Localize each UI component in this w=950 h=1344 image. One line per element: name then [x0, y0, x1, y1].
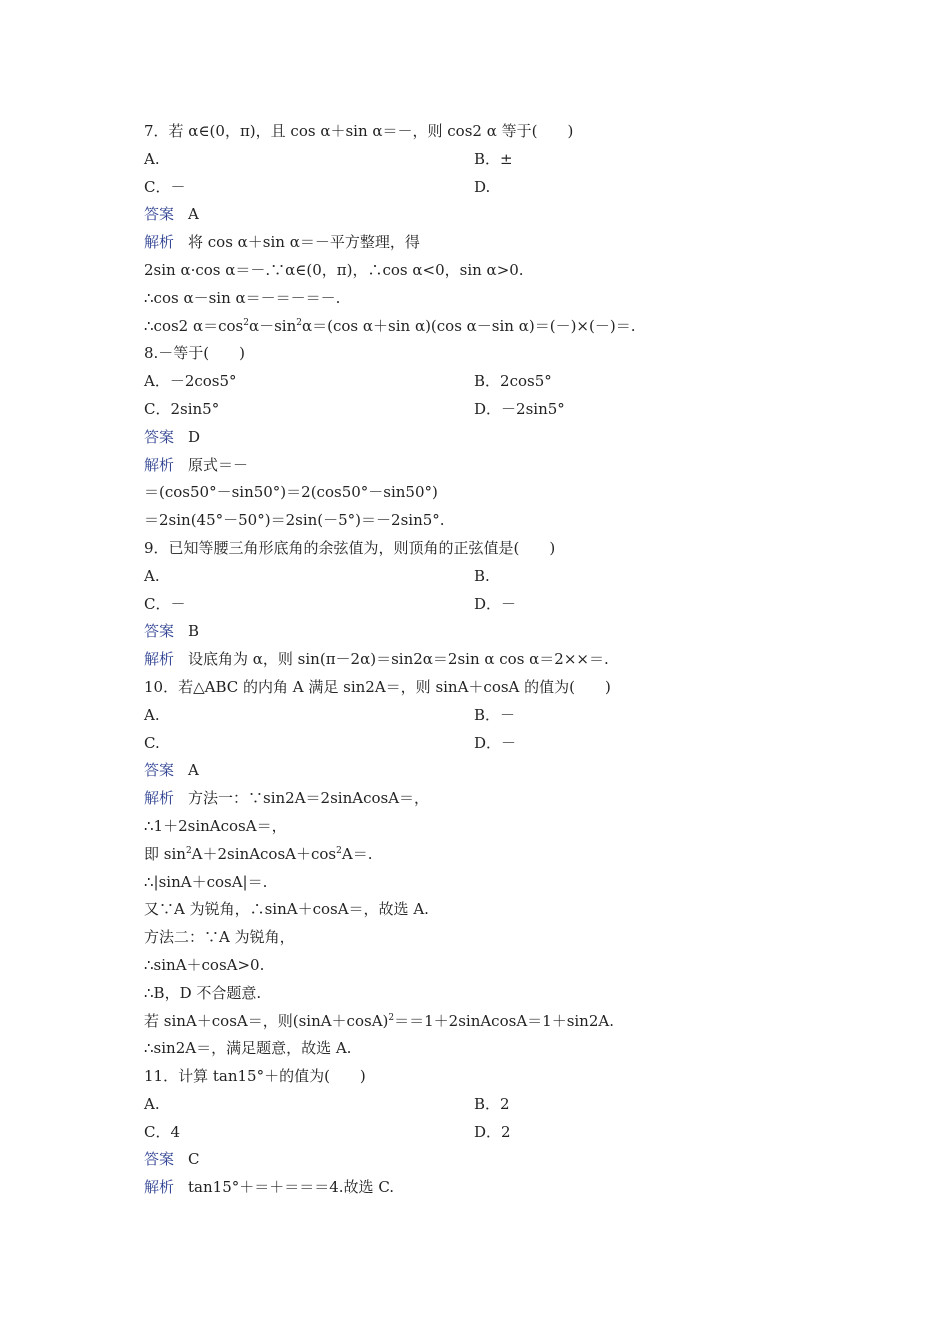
option: A.	[144, 1094, 160, 1113]
option: C.	[144, 733, 160, 752]
answer-line	[144, 424, 844, 452]
option-row	[144, 146, 844, 174]
option: A.	[144, 149, 160, 168]
analysis-line	[144, 229, 844, 257]
analysis-line: 方法二：∵A 为锐角，	[144, 928, 295, 947]
option-row	[144, 563, 844, 591]
analysis-line	[144, 452, 844, 480]
option: C．4	[144, 1122, 181, 1141]
analysis-line: 2sin α·cos α＝－.∵α∈(0，π)，∴cos α<0，sin α>0.	[144, 260, 524, 279]
analysis-text: tan15°＋＝＋＝＝＝4.故选 C.	[188, 1178, 395, 1197]
analysis-label: 解析	[144, 650, 175, 669]
option: B.	[474, 566, 490, 585]
analysis-line	[144, 1174, 844, 1202]
question-text: 10．若△ABC 的内角 A 满足 sin2A＝，则 sinA＋cosA 的值为( )	[144, 677, 611, 696]
answer-line	[144, 618, 844, 646]
analysis-text: 将 cos α＋sin α＝－平方整理，得	[188, 233, 420, 252]
answer-label: 答案	[144, 761, 175, 780]
analysis-label: 解析	[144, 455, 175, 474]
option: D．－	[474, 594, 517, 613]
question-text: 7．若 α∈(0，π)，且 cos α＋sin α＝－，则 cos2 α 等于( )	[144, 122, 574, 140]
analysis-line	[144, 785, 844, 813]
answer-line	[144, 757, 844, 785]
analysis-line: ＝(cos50°－sin50°)＝2(cos50°－sin50°)	[144, 483, 438, 502]
option-row	[144, 730, 844, 758]
analysis-line	[144, 646, 844, 674]
answer-value: D	[188, 427, 201, 446]
option: A．－2cos5°	[144, 372, 237, 391]
answer-value: B	[188, 622, 200, 641]
option: C．－	[144, 594, 186, 613]
analysis-line: ∴sin2A＝，满足题意，故选 A.	[144, 1039, 352, 1058]
answer-line	[144, 1146, 844, 1174]
option: B．2cos5°	[474, 372, 552, 391]
analysis-line: ∴cos α－sin α＝－＝－＝－.	[144, 288, 341, 307]
analysis-line: ∴sinA＋cosA>0.	[144, 955, 265, 974]
question-text: 11．计算 tan15°＋的值为( )	[144, 1067, 366, 1086]
option: C．2sin5°	[144, 399, 220, 418]
analysis-text: 原式＝－	[188, 455, 249, 474]
analysis-line: 又∵A 为锐角，∴sinA＋cosA＝，故选 A.	[144, 900, 429, 919]
analysis-line: ∴1＋2sinAcosA＝，	[144, 816, 287, 835]
option-row	[144, 174, 844, 202]
option: B．2	[474, 1094, 510, 1113]
analysis-line: ∴cos2 $\alpha=\cos^2\alpha-\sin^2\alpha=(\cos$ α＋sin α)(cos α－sin α)＝(－)×(－)＝.	[144, 316, 636, 335]
option: D．－	[474, 733, 517, 752]
analysis-label: 解析	[144, 233, 175, 252]
option: D．2	[474, 1122, 511, 1141]
answer-value: C	[188, 1150, 200, 1169]
option-row	[144, 1091, 844, 1119]
option-row	[144, 591, 844, 619]
option-row	[144, 368, 844, 396]
analysis-line: 即 $\sin^2A+2sinAcosA+\cos^2A=$.	[144, 844, 373, 863]
option: D.	[474, 177, 491, 196]
option-row	[144, 396, 844, 424]
analysis-label: 解析	[144, 1178, 175, 1197]
answer-line	[144, 201, 844, 229]
analysis-text: 设底角为 α，则 sin(π－2α)＝sin2α＝2sin α cos α＝2××＝.	[188, 650, 609, 669]
answer-label: 答案	[144, 427, 175, 446]
option: A.	[144, 705, 160, 724]
option: C．－	[144, 177, 186, 196]
answer-value: A	[188, 761, 199, 780]
answer-label: 答案	[144, 622, 175, 641]
question-text: 8.－等于( )	[144, 344, 246, 363]
option: D．－2sin5°	[474, 399, 565, 418]
option: B．－	[474, 705, 516, 724]
answer-label: 答案	[144, 1150, 175, 1169]
answer-value: A	[188, 205, 199, 224]
analysis-label: 解析	[144, 789, 175, 808]
analysis-text: 方法一：∵sin2A＝2sinAcosA＝，	[188, 789, 430, 808]
option: B．±	[474, 149, 513, 168]
option-row	[144, 1119, 844, 1147]
document-body	[144, 118, 844, 1202]
analysis-line: ∴B，D 不合题意.	[144, 983, 262, 1002]
answer-label: 答案	[144, 205, 175, 224]
option: A.	[144, 566, 160, 585]
question-text: 9．已知等腰三角形底角的余弦值为，则顶角的正弦值是( )	[144, 538, 556, 557]
option-row	[144, 702, 844, 730]
analysis-line: ∴|sinA＋cosA|＝.	[144, 872, 268, 891]
analysis-line: ＝2sin(45°－50°)＝2sin(－5°)＝－2sin5°.	[144, 511, 445, 530]
analysis-line: 若 sinA＋cosA＝，则$(\sin A+\cos A)^2==1+2sinAcosA=1+\sin 2A$.	[144, 1011, 614, 1030]
